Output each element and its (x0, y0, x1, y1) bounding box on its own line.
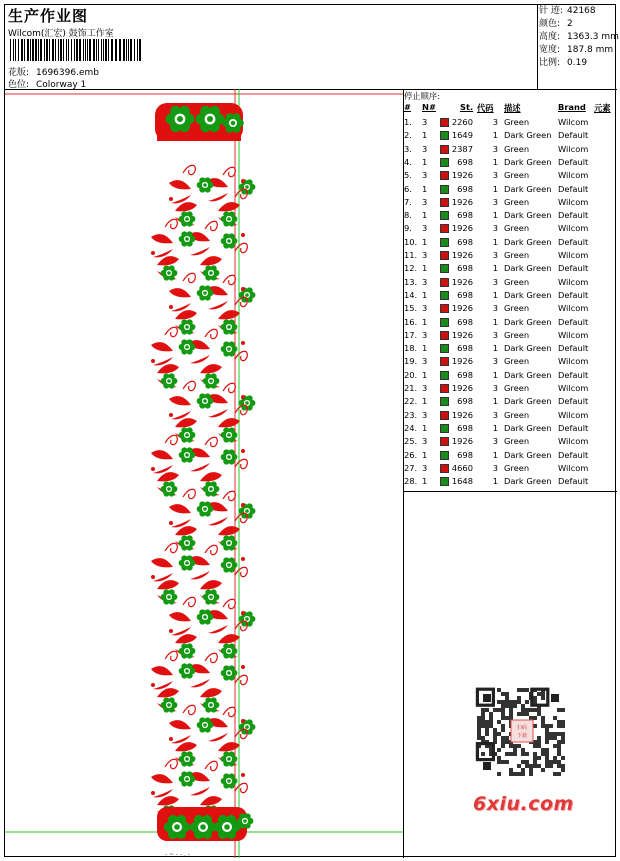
row-stitches: 1926 (451, 409, 473, 420)
stat-scale: 比例: 0.19 (539, 58, 588, 68)
row-code: 1 (492, 156, 498, 167)
row-needle: 3 (422, 170, 428, 181)
row-needle: 3 (422, 383, 428, 393)
row-description: Green (504, 462, 530, 473)
row-code: 3 (492, 196, 498, 207)
color-swatch (440, 357, 449, 366)
color-swatch (440, 264, 449, 273)
table-row (403, 316, 617, 329)
row-brand: Wilcom (558, 329, 589, 340)
svg-text:下载: 下载 (516, 733, 528, 739)
row-description: Green (504, 276, 530, 287)
table-row (403, 236, 617, 249)
row-stitches: 1649 (451, 130, 473, 141)
row-brand: Wilcom (558, 383, 589, 393)
row-code: 1 (492, 130, 498, 141)
row-needle: 1 (422, 476, 428, 487)
table-row (403, 209, 617, 222)
table-row (403, 289, 617, 302)
row-needle: 3 (422, 117, 428, 127)
color-swatch (440, 198, 449, 207)
row-description: Dark Green (504, 369, 552, 380)
color-swatch (440, 185, 449, 194)
row-index: 5. (404, 170, 412, 181)
row-code: 1 (492, 396, 498, 407)
row-stitches: 1648 (451, 476, 473, 487)
row-index: 8. (404, 210, 412, 221)
row-code: 1 (492, 369, 498, 380)
row-description: Dark Green (504, 316, 552, 327)
row-code: 3 (492, 303, 498, 314)
qr-code-image (469, 684, 581, 776)
row-description: Green (504, 223, 530, 234)
row-stitches: 1926 (451, 170, 473, 181)
row-stitches: 1926 (451, 329, 473, 340)
embroidery-pattern-image (5, 89, 403, 858)
colorway-label: 色位: (8, 80, 30, 90)
row-stitches: 698 (457, 369, 473, 380)
row-index: 21. (404, 383, 418, 393)
table-row (403, 129, 617, 142)
col-index: # (404, 102, 411, 112)
row-index: 27. (404, 462, 418, 473)
row-index: 25. (404, 436, 418, 447)
row-brand: Default (558, 263, 589, 274)
row-stitches: 698 (457, 422, 473, 433)
row-brand: Wilcom (558, 436, 589, 447)
row-description: Green (504, 143, 530, 154)
table-header (403, 102, 617, 114)
row-code: 1 (492, 183, 498, 194)
row-needle: 3 (422, 436, 428, 447)
row-stitches: 698 (457, 183, 473, 194)
row-code: 1 (492, 289, 498, 300)
row-index: 9. (404, 223, 412, 234)
row-needle: 1 (422, 210, 428, 221)
page-title: 生产作业图 (8, 7, 89, 25)
row-stitches: 698 (457, 236, 473, 247)
color-swatch (440, 344, 449, 353)
color-swatch (440, 291, 449, 300)
row-stitches: 2387 (451, 143, 473, 154)
embroidery-design-preview (5, 89, 404, 858)
color-swatch (440, 278, 449, 287)
row-stitches: 1926 (451, 436, 473, 447)
row-brand: Wilcom (558, 117, 589, 127)
row-index: 17. (404, 329, 418, 340)
row-index: 26. (404, 449, 418, 460)
table-row (403, 262, 617, 275)
row-description: Green (504, 436, 530, 447)
row-index: 13. (404, 276, 418, 287)
row-stitches: 1926 (451, 223, 473, 234)
col-code: 代码 (477, 103, 494, 113)
table-row (403, 156, 617, 169)
row-description: Green (504, 356, 530, 367)
row-code: 1 (492, 316, 498, 327)
row-description: Green (504, 170, 530, 181)
row-description: Dark Green (504, 289, 552, 300)
color-swatch (440, 397, 449, 406)
row-needle: 3 (422, 223, 428, 234)
row-code: 1 (492, 476, 498, 487)
row-brand: Wilcom (558, 276, 589, 287)
row-index: 19. (404, 356, 418, 367)
row-needle: 3 (422, 409, 428, 420)
row-index: 3. (404, 143, 412, 154)
row-needle: 1 (422, 369, 428, 380)
stop-sequence-table (403, 89, 617, 492)
row-code: 3 (492, 223, 498, 234)
color-swatch (440, 411, 449, 420)
row-brand: Default (558, 476, 589, 487)
row-needle: 1 (422, 130, 428, 141)
row-code: 1 (492, 343, 498, 354)
color-swatch (440, 437, 449, 446)
row-description: Dark Green (504, 476, 552, 487)
row-needle: 3 (422, 329, 428, 340)
row-index: 14. (404, 289, 418, 300)
row-description: Dark Green (504, 449, 552, 460)
watermark-logo: 6xiu.com (473, 793, 574, 815)
row-code: 1 (492, 210, 498, 221)
stats-panel (537, 5, 617, 90)
row-brand: Wilcom (558, 170, 589, 181)
row-description: Dark Green (504, 343, 552, 354)
row-brand: Wilcom (558, 303, 589, 314)
stat-colors: 颜色: 2 (539, 19, 573, 29)
colorway-value: Colorway 1 (36, 80, 87, 90)
color-swatch (440, 384, 449, 393)
row-brand: Wilcom (558, 356, 589, 367)
row-brand: Default (558, 396, 589, 407)
row-brand: Default (558, 210, 589, 221)
table-row (403, 462, 617, 475)
row-needle: 3 (422, 303, 428, 314)
col-brand: Brand (558, 102, 586, 112)
row-brand: Default (558, 130, 589, 141)
row-stitches: 698 (457, 316, 473, 327)
color-swatch (440, 331, 449, 340)
table-row (403, 196, 617, 209)
row-code: 3 (492, 383, 498, 393)
color-swatch (440, 477, 449, 486)
row-index: 28. (404, 476, 418, 487)
col-needle: N# (422, 102, 436, 112)
col-stitches: St. (460, 102, 474, 112)
row-brand: Default (558, 289, 589, 300)
row-code: 1 (492, 449, 498, 460)
right-panel (403, 89, 617, 858)
row-index: 7. (404, 196, 412, 207)
row-needle: 1 (422, 263, 428, 274)
row-index: 23. (404, 409, 418, 420)
color-swatch (440, 451, 449, 460)
row-index: 20. (404, 369, 418, 380)
color-swatch (440, 371, 449, 380)
row-description: Dark Green (504, 183, 552, 194)
table-row (403, 302, 617, 315)
row-needle: 3 (422, 356, 428, 367)
table-row (403, 395, 617, 408)
row-stitches: 1926 (451, 356, 473, 367)
table-row (403, 249, 617, 262)
table-row (403, 183, 617, 196)
row-brand: Default (558, 156, 589, 167)
row-brand: Default (558, 343, 589, 354)
table-row (403, 475, 617, 488)
row-description: Dark Green (504, 156, 552, 167)
row-index: 24. (404, 422, 418, 433)
table-row (403, 449, 617, 462)
row-needle: 1 (422, 422, 428, 433)
row-code: 3 (492, 462, 498, 473)
table-row (403, 382, 617, 395)
row-needle: 1 (422, 236, 428, 247)
table-row (403, 435, 617, 448)
row-stitches: 4660 (451, 462, 473, 473)
row-code: 3 (492, 143, 498, 154)
pattern-label: 花版: (8, 68, 30, 78)
row-index: 16. (404, 316, 418, 327)
color-swatch (440, 224, 449, 233)
row-description: Dark Green (504, 210, 552, 221)
row-brand: Wilcom (558, 250, 589, 260)
row-brand: Default (558, 236, 589, 247)
header-panel (5, 5, 538, 90)
row-description: Green (504, 250, 530, 260)
row-brand: Wilcom (558, 196, 589, 207)
color-swatch (440, 304, 449, 313)
row-code: 3 (492, 117, 498, 127)
row-index: 10. (404, 236, 418, 247)
row-stitches: 698 (457, 289, 473, 300)
row-brand: Wilcom (558, 409, 589, 420)
row-code: 3 (492, 436, 498, 447)
row-description: Dark Green (504, 130, 552, 141)
row-description: Green (504, 303, 530, 314)
row-stitches: 1926 (451, 196, 473, 207)
row-index: 4. (404, 156, 412, 167)
row-code: 3 (492, 356, 498, 367)
table-row (403, 369, 617, 382)
row-code: 3 (492, 250, 498, 260)
row-index: 12. (404, 263, 418, 274)
row-description: Green (504, 196, 530, 207)
row-index: 6. (404, 183, 412, 194)
row-code: 1 (492, 236, 498, 247)
company-name: Wilcom(汇宏) 鼓饰工作室 (8, 29, 114, 39)
row-brand: Wilcom (558, 223, 589, 234)
row-code: 3 (492, 329, 498, 340)
stat-height: 高度: 1363.3 mm (539, 32, 619, 42)
row-stitches: 698 (457, 343, 473, 354)
row-stitches: 698 (457, 210, 473, 221)
table-row (403, 143, 617, 156)
color-swatch (440, 118, 449, 127)
color-swatch (440, 238, 449, 247)
color-swatch (440, 424, 449, 433)
row-code: 3 (492, 409, 498, 420)
table-row (403, 422, 617, 435)
svg-text:- ~ - - . -: - ~ - - . - (165, 851, 191, 858)
row-description: Green (504, 117, 530, 127)
svg-text:扫码: 扫码 (516, 725, 528, 731)
row-description: Dark Green (504, 396, 552, 407)
table-row (403, 276, 617, 289)
row-index: 22. (404, 396, 418, 407)
row-brand: Default (558, 449, 589, 460)
row-brand: Wilcom (558, 143, 589, 154)
row-needle: 3 (422, 143, 428, 154)
stat-stitches: 针 迹: 42168 (539, 6, 596, 16)
pattern-value: 1696396.emb (36, 68, 99, 78)
row-needle: 3 (422, 250, 428, 260)
row-needle: 3 (422, 196, 428, 207)
row-description: Green (504, 383, 530, 393)
row-description: Dark Green (504, 422, 552, 433)
row-brand: Default (558, 316, 589, 327)
color-swatch (440, 131, 449, 140)
row-description: Dark Green (504, 236, 552, 247)
row-brand: Default (558, 183, 589, 194)
row-index: 2. (404, 130, 412, 141)
col-element: 元素 (594, 103, 611, 113)
row-stitches: 1926 (451, 303, 473, 314)
col-description: 描述 (504, 103, 521, 113)
row-stitches: 698 (457, 396, 473, 407)
worksheet-frame (4, 4, 619, 858)
table-row (403, 116, 617, 129)
row-code: 3 (492, 170, 498, 181)
row-needle: 1 (422, 449, 428, 460)
table-row (403, 355, 617, 368)
row-stitches: 1926 (451, 250, 473, 260)
row-needle: 1 (422, 183, 428, 194)
row-brand: Default (558, 422, 589, 433)
table-row (403, 409, 617, 422)
table-row (403, 222, 617, 235)
row-needle: 3 (422, 462, 428, 473)
table-row (403, 342, 617, 355)
row-description: Green (504, 409, 530, 420)
row-needle: 1 (422, 289, 428, 300)
row-description: Green (504, 329, 530, 340)
color-swatch (440, 145, 449, 154)
row-code: 1 (492, 263, 498, 274)
row-stitches: 1926 (451, 383, 473, 393)
row-code: 1 (492, 422, 498, 433)
barcode-image (10, 39, 142, 61)
row-stitches: 1926 (451, 276, 473, 287)
row-needle: 1 (422, 343, 428, 354)
row-stitches: 698 (457, 263, 473, 274)
row-index: 11. (404, 250, 418, 260)
row-brand: Wilcom (558, 462, 589, 473)
stat-width: 宽度: 187.8 mm (539, 45, 614, 55)
table-row (403, 169, 617, 182)
color-swatch (440, 251, 449, 260)
row-description: Dark Green (504, 263, 552, 274)
row-stitches: 2260 (451, 117, 473, 127)
row-index: 18. (404, 343, 418, 354)
color-swatch (440, 171, 449, 180)
row-stitches: 698 (457, 449, 473, 460)
color-swatch (440, 318, 449, 327)
row-stitches: 698 (457, 156, 473, 167)
row-brand: Default (558, 369, 589, 380)
row-needle: 1 (422, 156, 428, 167)
table-row (403, 329, 617, 342)
row-needle: 1 (422, 396, 428, 407)
stop-sequence-title: 停止顺序: (404, 91, 440, 101)
row-code: 3 (492, 276, 498, 287)
row-index: 15. (404, 303, 418, 314)
row-needle: 1 (422, 316, 428, 327)
color-swatch (440, 158, 449, 167)
row-needle: 3 (422, 276, 428, 287)
color-swatch (440, 464, 449, 473)
row-index: 1. (404, 117, 412, 127)
color-swatch (440, 211, 449, 220)
